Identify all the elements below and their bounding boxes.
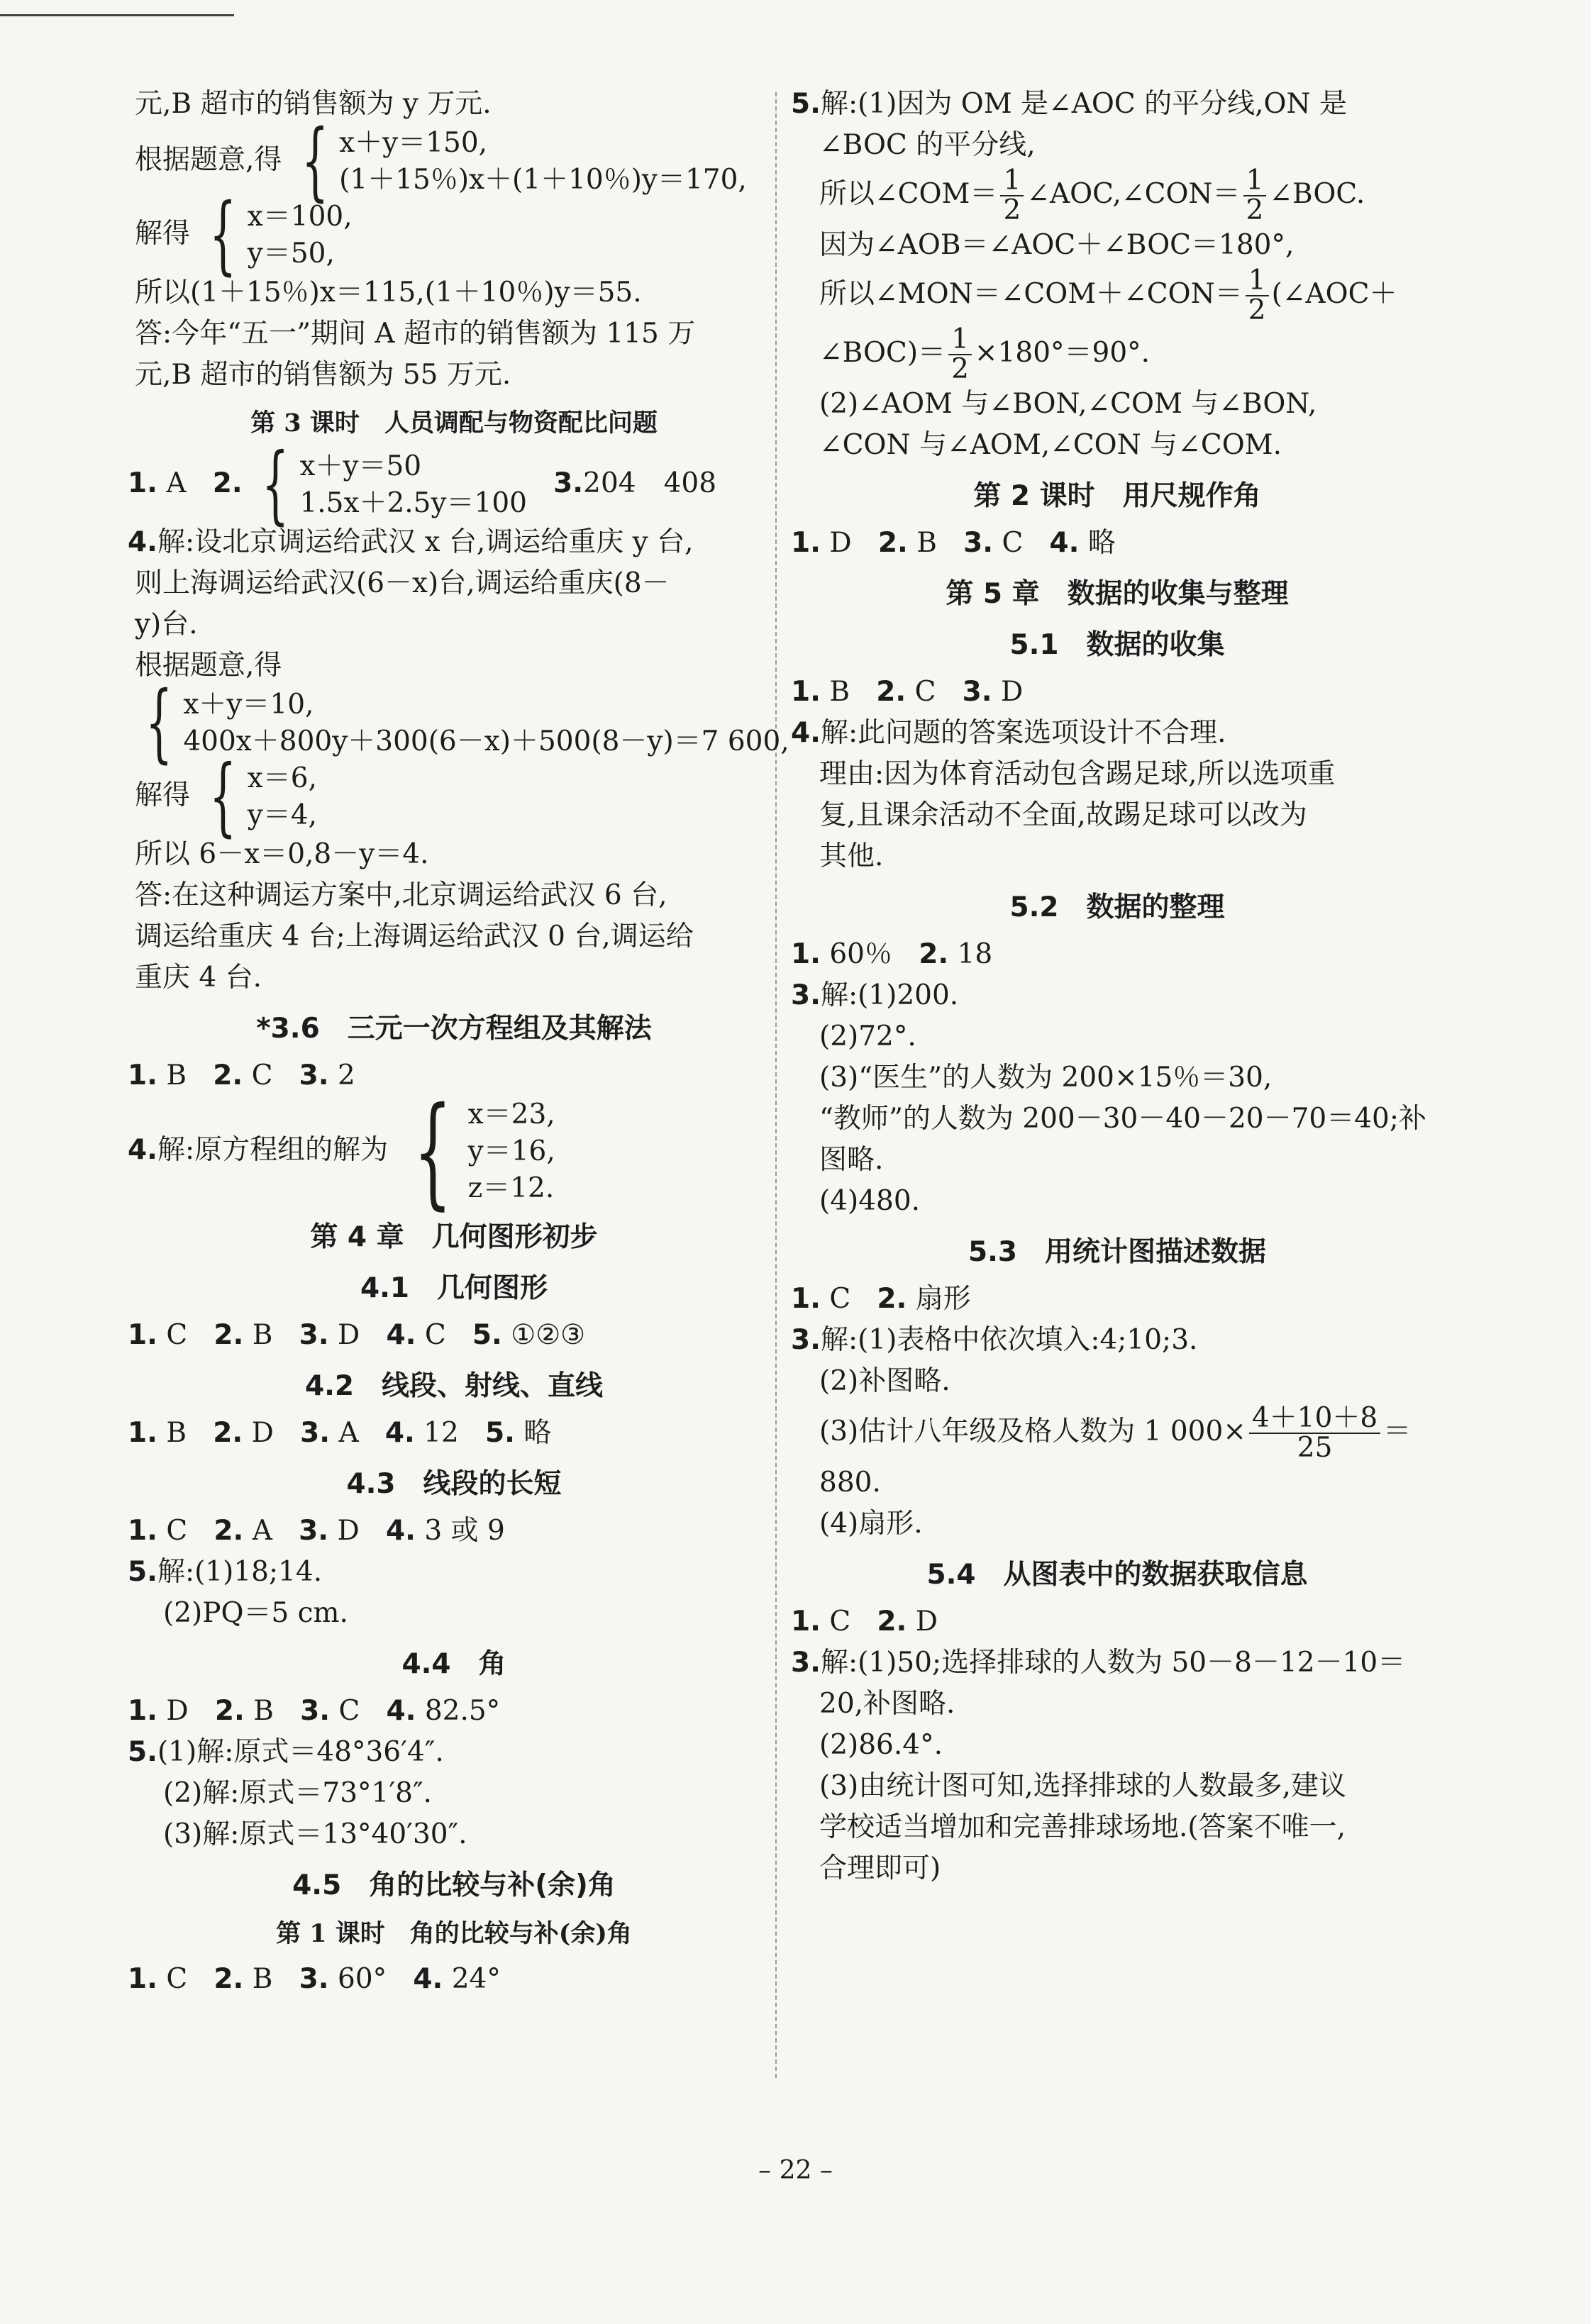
answer: C (829, 1606, 851, 1638)
question-number: 4. (413, 1963, 443, 1995)
lesson-heading: 第 1 课时 角的比较与补(余)角 (276, 1919, 632, 1948)
answer: 60％ (829, 938, 892, 970)
equation-system (199, 747, 318, 846)
equation: y＝50, (247, 238, 335, 269)
text-line: (4)480. (819, 1185, 921, 1217)
equation: x＝23, (467, 1099, 555, 1130)
text-line: 重庆 4 台. (135, 962, 262, 994)
equation: 1.5x＋2.5y＝100 (299, 487, 527, 519)
fraction (1246, 267, 1269, 325)
text: 解:(1)50;选择排球的人数为 50－8－12－10＝ (820, 1647, 1406, 1679)
column-divider (775, 92, 777, 2078)
brace: { (413, 1082, 452, 1222)
answer: 3 或 9 (424, 1515, 505, 1547)
question-number: 4. (128, 1134, 157, 1166)
text-line: (3)“医生”的人数为 200×15％＝30, (819, 1062, 1273, 1094)
chapter-heading: 第 4 章 几何图形初步 (310, 1221, 598, 1253)
text-line: 理由:因为体育活动包含踢足球,所以选项重 (819, 758, 1336, 790)
lesson-heading: 第 3 课时 人员调配与物资配比问题 (250, 408, 658, 438)
fraction (948, 323, 972, 385)
equation: x＋y＝10, (183, 689, 314, 721)
question-number: 4. (385, 1515, 416, 1547)
text-line: 所以(1＋15％)x＝115,(1＋10％)y＝55. (135, 277, 642, 308)
equation-system (199, 186, 353, 284)
text: (3)估计八年级及格人数为 1 000× (819, 1416, 1246, 1447)
brace: { (145, 674, 173, 772)
question-number: 1. (128, 1515, 157, 1547)
text: ∠BOC)＝ (819, 337, 946, 369)
question-number: 2. (919, 938, 949, 970)
lesson-heading: 第 2 课时 用尺规作角 (973, 480, 1261, 512)
text: ×180°＝90°. (974, 337, 1151, 369)
answer: 12 (423, 1417, 459, 1449)
question-number: 2. (876, 676, 907, 708)
numerator: 1 (1000, 167, 1024, 196)
question-number: 3. (962, 676, 992, 708)
equation: y＝4, (247, 799, 318, 831)
text-line: y)台. (135, 608, 198, 640)
fraction (1249, 1404, 1380, 1462)
answer-line (128, 1413, 773, 1454)
text-line: (2)解:原式＝73°1′8″. (163, 1777, 432, 1809)
text-line: (2)∠AOM 与∠BON,∠COM 与∠BON, (819, 388, 1317, 420)
text-line: (4)扇形. (819, 1508, 923, 1540)
answer: 60° (338, 1963, 387, 1995)
section-heading: 4.5 角的比较与补(余)角 (292, 1869, 616, 1901)
section-heading: 4.4 角 (401, 1648, 506, 1680)
question-number: 3. (553, 467, 584, 499)
question-number: 4. (128, 526, 157, 558)
answer: 略 (1087, 527, 1116, 559)
question-number: 1. (128, 1060, 157, 1091)
numerator: 1 (1246, 267, 1269, 296)
question-number: 4. (386, 1319, 416, 1351)
fraction (1000, 167, 1024, 225)
text: ＝ (1383, 1416, 1412, 1447)
left-column (128, 84, 789, 2000)
answer: C (251, 1060, 273, 1091)
question-number: 1. (791, 938, 821, 970)
question-number: 2. (877, 527, 908, 559)
answer-line (791, 1642, 1443, 1684)
question-number: 4. (1049, 527, 1080, 559)
answer: 204 408 (583, 467, 717, 499)
equation: y＝16, (467, 1135, 555, 1167)
question-number: 2. (212, 467, 243, 499)
text-line: 调运给重庆 4 台;上海调运给武汉 0 台,调运给 (135, 921, 694, 952)
page-number: – 22 – (758, 2156, 833, 2185)
answer: C (166, 1515, 188, 1547)
question-number: 5. (485, 1417, 515, 1449)
text: 根据题意,得 (135, 144, 282, 176)
answer: A (338, 1417, 359, 1449)
section-heading: *3.6 三元一次方程组及其解法 (256, 1013, 652, 1045)
answer-line (791, 1601, 1443, 1642)
denominator: 2 (1246, 194, 1264, 226)
answer: C (829, 1283, 851, 1315)
denominator: 25 (1297, 1432, 1333, 1464)
answer: D (251, 1417, 274, 1449)
text-line: 根据题意,得 (135, 650, 282, 682)
text-line: (2)补图略. (819, 1365, 950, 1397)
answer-line (791, 975, 1443, 1016)
equation: x＝100, (247, 201, 353, 233)
question-number: 3. (963, 527, 994, 559)
answer: C (338, 1695, 360, 1727)
text-line: 元,B 超市的销售额为 y 万元. (135, 88, 492, 120)
question-number: 2. (213, 1417, 243, 1449)
answer: D (1001, 676, 1024, 708)
question-number: 3. (299, 1060, 329, 1091)
equation: 400x＋800y＋300(6－x)＋500(8－y)＝7 600, (183, 725, 789, 757)
answer: D (338, 1319, 360, 1351)
equation-system (291, 112, 747, 211)
answer: A (166, 467, 187, 499)
answer: C (1002, 527, 1024, 559)
answer: 82.5° (424, 1695, 501, 1727)
answer-line (128, 1315, 773, 1356)
text-line: 880. (819, 1467, 881, 1499)
section-heading: 5.1 数据的收集 (1009, 629, 1225, 661)
text: 解:设北京调运给武汉 x 台,调运给重庆 y 台, (157, 526, 694, 558)
question-number: 4. (791, 717, 821, 749)
text-line: 合理即可) (819, 1852, 941, 1884)
answer-line (791, 523, 1443, 564)
text-line (791, 1402, 1443, 1462)
equation-system (251, 435, 527, 534)
answer: C (914, 676, 936, 708)
text: 解得 (135, 218, 191, 250)
section-heading: 5.2 数据的整理 (1009, 891, 1225, 923)
answer: 略 (523, 1417, 552, 1449)
text-line: (2)86.4°. (819, 1729, 943, 1761)
question-number: 5. (128, 1556, 157, 1588)
text: 解:(1)因为 OM 是∠AOC 的平分线,ON 是 (820, 88, 1347, 120)
answer: C (166, 1963, 188, 1995)
question-number: 3. (300, 1695, 331, 1727)
answer-line (128, 1511, 773, 1552)
answer: D (166, 1695, 189, 1727)
question-number: 2. (877, 1606, 907, 1638)
answer: B (166, 1417, 187, 1449)
text: 解得 (135, 779, 191, 811)
text-line (791, 266, 1443, 325)
text-line: 所以 6－x＝0,8－y＝4. (135, 838, 429, 870)
answer: B (829, 676, 850, 708)
text-line: 元,B 超市的销售额为 55 万元. (135, 359, 511, 391)
equation: x＝6, (247, 762, 317, 794)
text-line: “教师”的人数为 200－30－40－20－70＝40;补 (819, 1103, 1426, 1135)
question-number: 2. (214, 1319, 244, 1351)
text-line: 则上海调运给武汉(6－x)台,调运给重庆(8－ (135, 567, 670, 599)
denominator: 2 (1248, 294, 1266, 326)
text-line: ∠BOC 的平分线, (819, 129, 1036, 161)
answer: B (166, 1060, 187, 1091)
text-line (135, 186, 773, 284)
text-line: (3)由统计图可知,选择排球的人数最多,建议 (819, 1770, 1347, 1802)
text-line (791, 166, 1443, 225)
section-heading: 4.3 线段的长短 (346, 1468, 562, 1500)
right-column (791, 84, 1443, 1889)
text-line: 其他. (819, 840, 884, 872)
question-number: 1. (128, 1963, 157, 1995)
answer: ①②③ (511, 1319, 586, 1351)
question-number: 3. (299, 1319, 329, 1351)
answer: D (829, 527, 852, 559)
answer: B (253, 1695, 274, 1727)
question-number: 3. (300, 1417, 331, 1449)
question-number: 5. (472, 1319, 502, 1351)
text-line: ∠CON 与∠AOM,∠CON 与∠COM. (819, 429, 1282, 461)
equation: (1＋15％)x＋(1＋10％)y＝170, (339, 164, 747, 196)
answer: 18 (957, 938, 993, 970)
text: 解:此问题的答案选项设计不合理. (820, 717, 1226, 749)
numerator: 1 (948, 326, 972, 355)
text-line: 答:今年“五一”期间 A 超市的销售额为 115 万 (135, 318, 696, 350)
question-number: 2. (213, 1060, 243, 1091)
text-line (135, 747, 773, 846)
text: 所以∠MON＝∠COM＋∠CON＝ (819, 278, 1243, 310)
text: (∠AOC＋ (1271, 278, 1397, 310)
question-number: 3. (791, 979, 821, 1011)
text-line: (2)PQ＝5 cm. (163, 1597, 348, 1629)
text: 解:(1)200. (820, 979, 959, 1011)
fraction (1243, 167, 1267, 225)
question-number: 2. (214, 1515, 244, 1547)
section-heading: 5.3 用统计图描述数据 (968, 1236, 1267, 1268)
question-number: 3. (299, 1515, 329, 1547)
answer-line (128, 435, 773, 534)
answer: 24° (451, 1963, 501, 1995)
equation: x＋y＝150, (339, 127, 488, 159)
section-heading: 5.4 从图表中的数据获取信息 (926, 1559, 1308, 1591)
text: ∠BOC. (1269, 178, 1365, 210)
equation: x＋y＝50 (299, 450, 422, 482)
question-number: 1. (791, 1283, 821, 1315)
text-line (791, 325, 1443, 384)
question-number: 1. (791, 676, 821, 708)
answer: A (252, 1515, 272, 1547)
text-line: 复,且课余活动不全面,故踢足球可以改为 (819, 799, 1307, 831)
text: ∠AOC,∠CON＝ (1026, 178, 1241, 210)
question-number: 5. (791, 88, 821, 120)
question-number: 1. (128, 1695, 157, 1727)
answer-line (791, 672, 1443, 713)
answer: B (916, 527, 937, 559)
header-rule (0, 14, 234, 16)
answer-line (128, 1552, 773, 1593)
brace: { (301, 112, 329, 211)
text-line: 图略. (819, 1144, 884, 1176)
denominator: 2 (951, 353, 969, 385)
text-line: 答:在这种调运方案中,北京调运给武汉 6 台, (135, 879, 667, 911)
answer: B (252, 1319, 273, 1351)
question-number: 1. (128, 1319, 157, 1351)
question-number: 4. (384, 1417, 415, 1449)
answer-line (791, 1320, 1443, 1361)
answer: 2 (338, 1060, 355, 1091)
answer: D (337, 1515, 360, 1547)
text-line: 20,补图略. (819, 1688, 955, 1720)
question-number: 5. (128, 1736, 157, 1768)
answer-line (791, 713, 1443, 754)
question-number: 1. (128, 1417, 157, 1449)
answer: D (915, 1606, 938, 1638)
text: 解:(1)18;14. (157, 1556, 323, 1588)
question-number: 1. (791, 1606, 821, 1638)
question-number: 2. (214, 1695, 245, 1727)
question-number: 2. (877, 1283, 907, 1315)
answer: 扇形 (915, 1283, 971, 1315)
numerator: 4＋10＋8 (1249, 1404, 1380, 1434)
text-line: (3)解:原式＝13°40′30″. (163, 1818, 467, 1850)
brace: { (209, 186, 237, 284)
text-line: 因为∠AOB＝∠AOC＋∠BOC＝180°, (819, 229, 1295, 261)
denominator: 2 (1003, 194, 1021, 226)
text-line: 学校适当增加和完善排球场地.(答案不唯一, (819, 1811, 1346, 1843)
equation-system (397, 1082, 555, 1222)
question-number: 2. (214, 1963, 244, 1995)
section-heading: 4.1 几何图形 (360, 1272, 548, 1304)
answer-line (791, 934, 1443, 975)
answer-line (128, 1959, 773, 2000)
text: 解:原方程组的解为 (157, 1134, 389, 1166)
equation: z＝12. (467, 1172, 555, 1204)
text: 解:(1)表格中依次填入:4;10;3. (820, 1324, 1198, 1356)
question-number: 1. (128, 467, 157, 499)
answer: C (166, 1319, 188, 1351)
answer-line (791, 1279, 1443, 1320)
brace: { (209, 747, 237, 846)
question-number: 4. (386, 1695, 416, 1727)
brace: { (262, 435, 289, 534)
question-number: 1. (791, 527, 821, 559)
question-number: 3. (791, 1324, 821, 1356)
chapter-heading: 第 5 章 数据的收集与整理 (946, 578, 1289, 610)
section-heading: 4.2 线段、射线、直线 (304, 1370, 604, 1402)
text: (1)解:原式＝48°36′4″. (157, 1736, 444, 1768)
answer-line (128, 1732, 773, 1773)
answer-line (791, 84, 1443, 125)
question-number: 3. (299, 1963, 329, 1995)
answer-line (128, 1691, 773, 1732)
question-number: 3. (791, 1647, 821, 1679)
answer: B (252, 1963, 273, 1995)
answer-line (128, 522, 773, 563)
answer: C (424, 1319, 446, 1351)
text: 所以∠COM＝ (819, 178, 998, 210)
text-line: (2)72°. (819, 1021, 916, 1052)
answer-line (128, 1082, 773, 1222)
numerator: 1 (1243, 167, 1267, 196)
